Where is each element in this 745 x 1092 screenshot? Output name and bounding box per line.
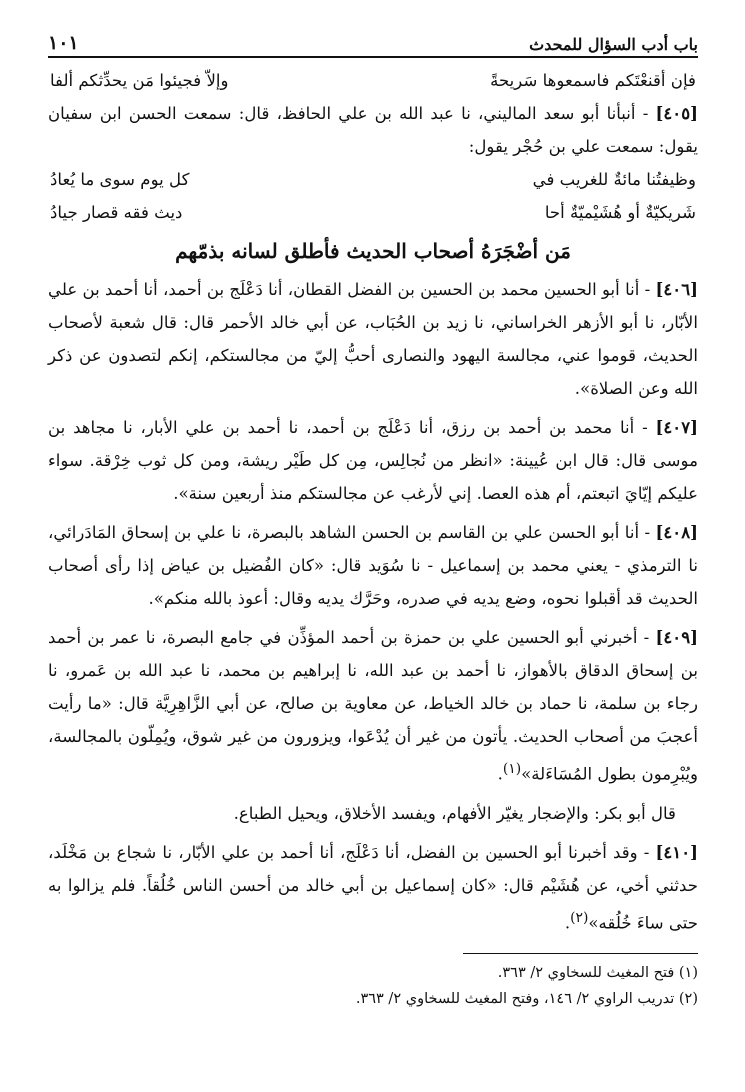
running-header <box>48 26 698 58</box>
verse-hemistich-right: فإن أقنعْتَكم فاسمعوها سَريحةً <box>490 71 696 90</box>
report-number: [٤٠٨] <box>655 522 698 542</box>
verse-hemistich-right: وظيفتُنا مائةٌ للغريب في <box>532 170 696 189</box>
section-heading: مَن أضْجَرَهُ أصحاب الحديث فأطلق لسانه بذمّهم <box>175 239 571 263</box>
verse-hemistich-left: ديث فقه قصار جيادُ <box>50 203 183 222</box>
report-number: [٤٠٥] <box>655 103 698 123</box>
report-text: - أنا أبو الحسن علي بن القاسم بن الحسن الشاهد بالبصرة، نا علي بن إسحاق المَادَرائي، نا الترمذي - يعني محمد بن إسماعيل - نا سُوَيد قال: «كان الفُضيل بن عياض إذا رأى أصحاب الحديث قد أقبلوا نحوه، وضع يديه في صدره، وحَرَّك يديه وقال: أعوذ بالله منكم». <box>48 523 698 608</box>
report-text: - أنبأنا أبو سعد الماليني، نا عبد الله بن علي الحافظ، قال: سمعت الحسن ابن سفيان يقول: سمعت علي بن حُجْر يقول: <box>48 104 698 156</box>
verse-line <box>48 163 698 196</box>
report-text: - أخبرني أبو الحسين علي بن حمزة بن أحمد المؤذِّن في جامع البصرة، نا عمر بن أحمد بن إسحاق الدقاق بالأهواز، نا أحمد بن عبد الله، نا إبراهيم بن محمد، نا عبد الله بن عَمرو، نا رجاء بن سلمة، نا حماد بن خالد الخياط، عن معاوية بن صالح، عن أبي الزَّاهِرِيَّة قال: «ما رأيت أعجبَ من أصحاب الحديث. يأتون من غير أن يُدْعَوا، ويزورون من غير شوق، ويُمِلّون بالمجالسة، ويُبْرِمون بطول المُسَاءَلة» <box>48 628 698 784</box>
report-text: - وقد أخبرنا أبو الحسين بن الفضل، أنا دَعْلَج، أنا أحمد بن علي الأبّار، نا شجاع بن مَخْلَد، حدثني أخي، عن هُشَيْم قال: «كان إسماعيل بن أبي خالد من أحسن الناس خُلُقاً. فلم يزالوا به حتى ساءَ خُلُقه» <box>48 842 698 933</box>
verse-hemistich-left: وإلاّ فجيئوا مَن يحدِّثكم ألفا <box>50 71 229 90</box>
report-text: - أنا أبو الحسين محمد بن الحسين بن الفضل القطان، أنا دَعْلَج بن أحمد، أنا أحمد بن علي الأبّار، نا أبو الأزهر الخراساني، نا زيد بن الحُبَاب، عن أبي خالد الأحمر قال: قال شعبة لأصحاب الحديث، قوموا عني، مجالسة اليهود والنصارى أحبُّ إليّ من مجالستكم، إنكم لتصدون عن ذكر الله وعن الصلاة». <box>48 280 698 398</box>
author-remark: قال أبو بكر: والإضجار يغيّر الأفهام، ويفسد الأخلاق، ويحيل الطباع. <box>233 803 676 823</box>
page-number: ١٠١ <box>48 32 79 54</box>
footnote-divider <box>463 953 698 954</box>
report-number: [٤٠٦] <box>655 279 698 299</box>
report-number: [٤٠٩] <box>655 627 698 647</box>
verse-line <box>48 196 698 229</box>
paragraph-410: [٤١٠] - وقد أخبرنا أبو الحسين بن الفضل، أنا دَعْلَج، أنا أحمد بن علي الأبّار، نا شجاع بن مَخْلَد، حدثني أخي، عن هُشَيْم قال: «كان إسماعيل بن أبي خالد من أحسن الناس خُلُقاً. فلم يزالوا به حتى ساءَ خُلُقه»$^{(٢)}$. <box>48 841 698 933</box>
verse-hemistich-right: شَريكيّةٌ أو هُشَيْميّةٌ أحا <box>544 203 696 222</box>
report-number: [٤١٠] <box>655 841 698 862</box>
paragraph-409: [٤٠٩] - أخبرني أبو الحسين علي بن حمزة بن أحمد المؤذِّن في جامع البصرة، نا عمر بن أحمد بن إسحاق الدقاق بالأهواز، نا أحمد بن عبد الله، نا إبراهيم بن محمد، نا عبد الله بن عَمرو، نا رجاء بن سلمة، نا حماد بن خالد الخياط، عن معاوية بن صالح، عن أبي الزَّاهِرِيَّة قال: «ما رأيت أعجبَ من أصحاب الحديث. يأتون من غير أن يُدْعَوا، ويزورون من غير شوق، ويُمِلّون بالمجالسة، ويُبْرِمون بطول المُسَاءَلة»$^{(١)}$. <box>48 627 698 784</box>
verse-line <box>48 64 698 97</box>
paragraph-408 <box>48 516 698 615</box>
book-page <box>48 26 698 1012</box>
footnote-2: (٢) تدريب الراوي ٢/ ١٤٦، وفتح المغيث للسخاوي ٢/ ٣٦٣. <box>355 991 698 1008</box>
paragraph-407 <box>48 411 698 510</box>
header-title: باب أدب السؤال للمحدث <box>529 35 698 54</box>
footnote-1: (١) فتح المغيث للسخاوي ٢/ ٣٦٣. <box>497 965 698 982</box>
report-number: [٤٠٧] <box>655 417 698 437</box>
footnote-ref: (١) <box>502 761 522 777</box>
paragraph-406 <box>48 273 698 405</box>
verse-hemistich-left: كل يوم سوى ما يُعادُ <box>50 170 190 189</box>
paragraph-405 <box>48 97 698 163</box>
footnote-ref: (٢) <box>570 909 589 926</box>
report-text: - أنا محمد بن أحمد بن رزق، أنا دَعْلَج بن أحمد، نا أحمد بن علي الأبار، نا مجاهد بن موسى قال: قال ابن عُيينة: «انظر من نُجالِس، مِن كل طَيْر ريشة، ومن كل ثوب خِرْقة. سواء عليكم إيّايَ اتبعتم، أم هذه العصا. إني لأرغب عن مجالستكم منذ أربعين سنة». <box>48 418 698 503</box>
